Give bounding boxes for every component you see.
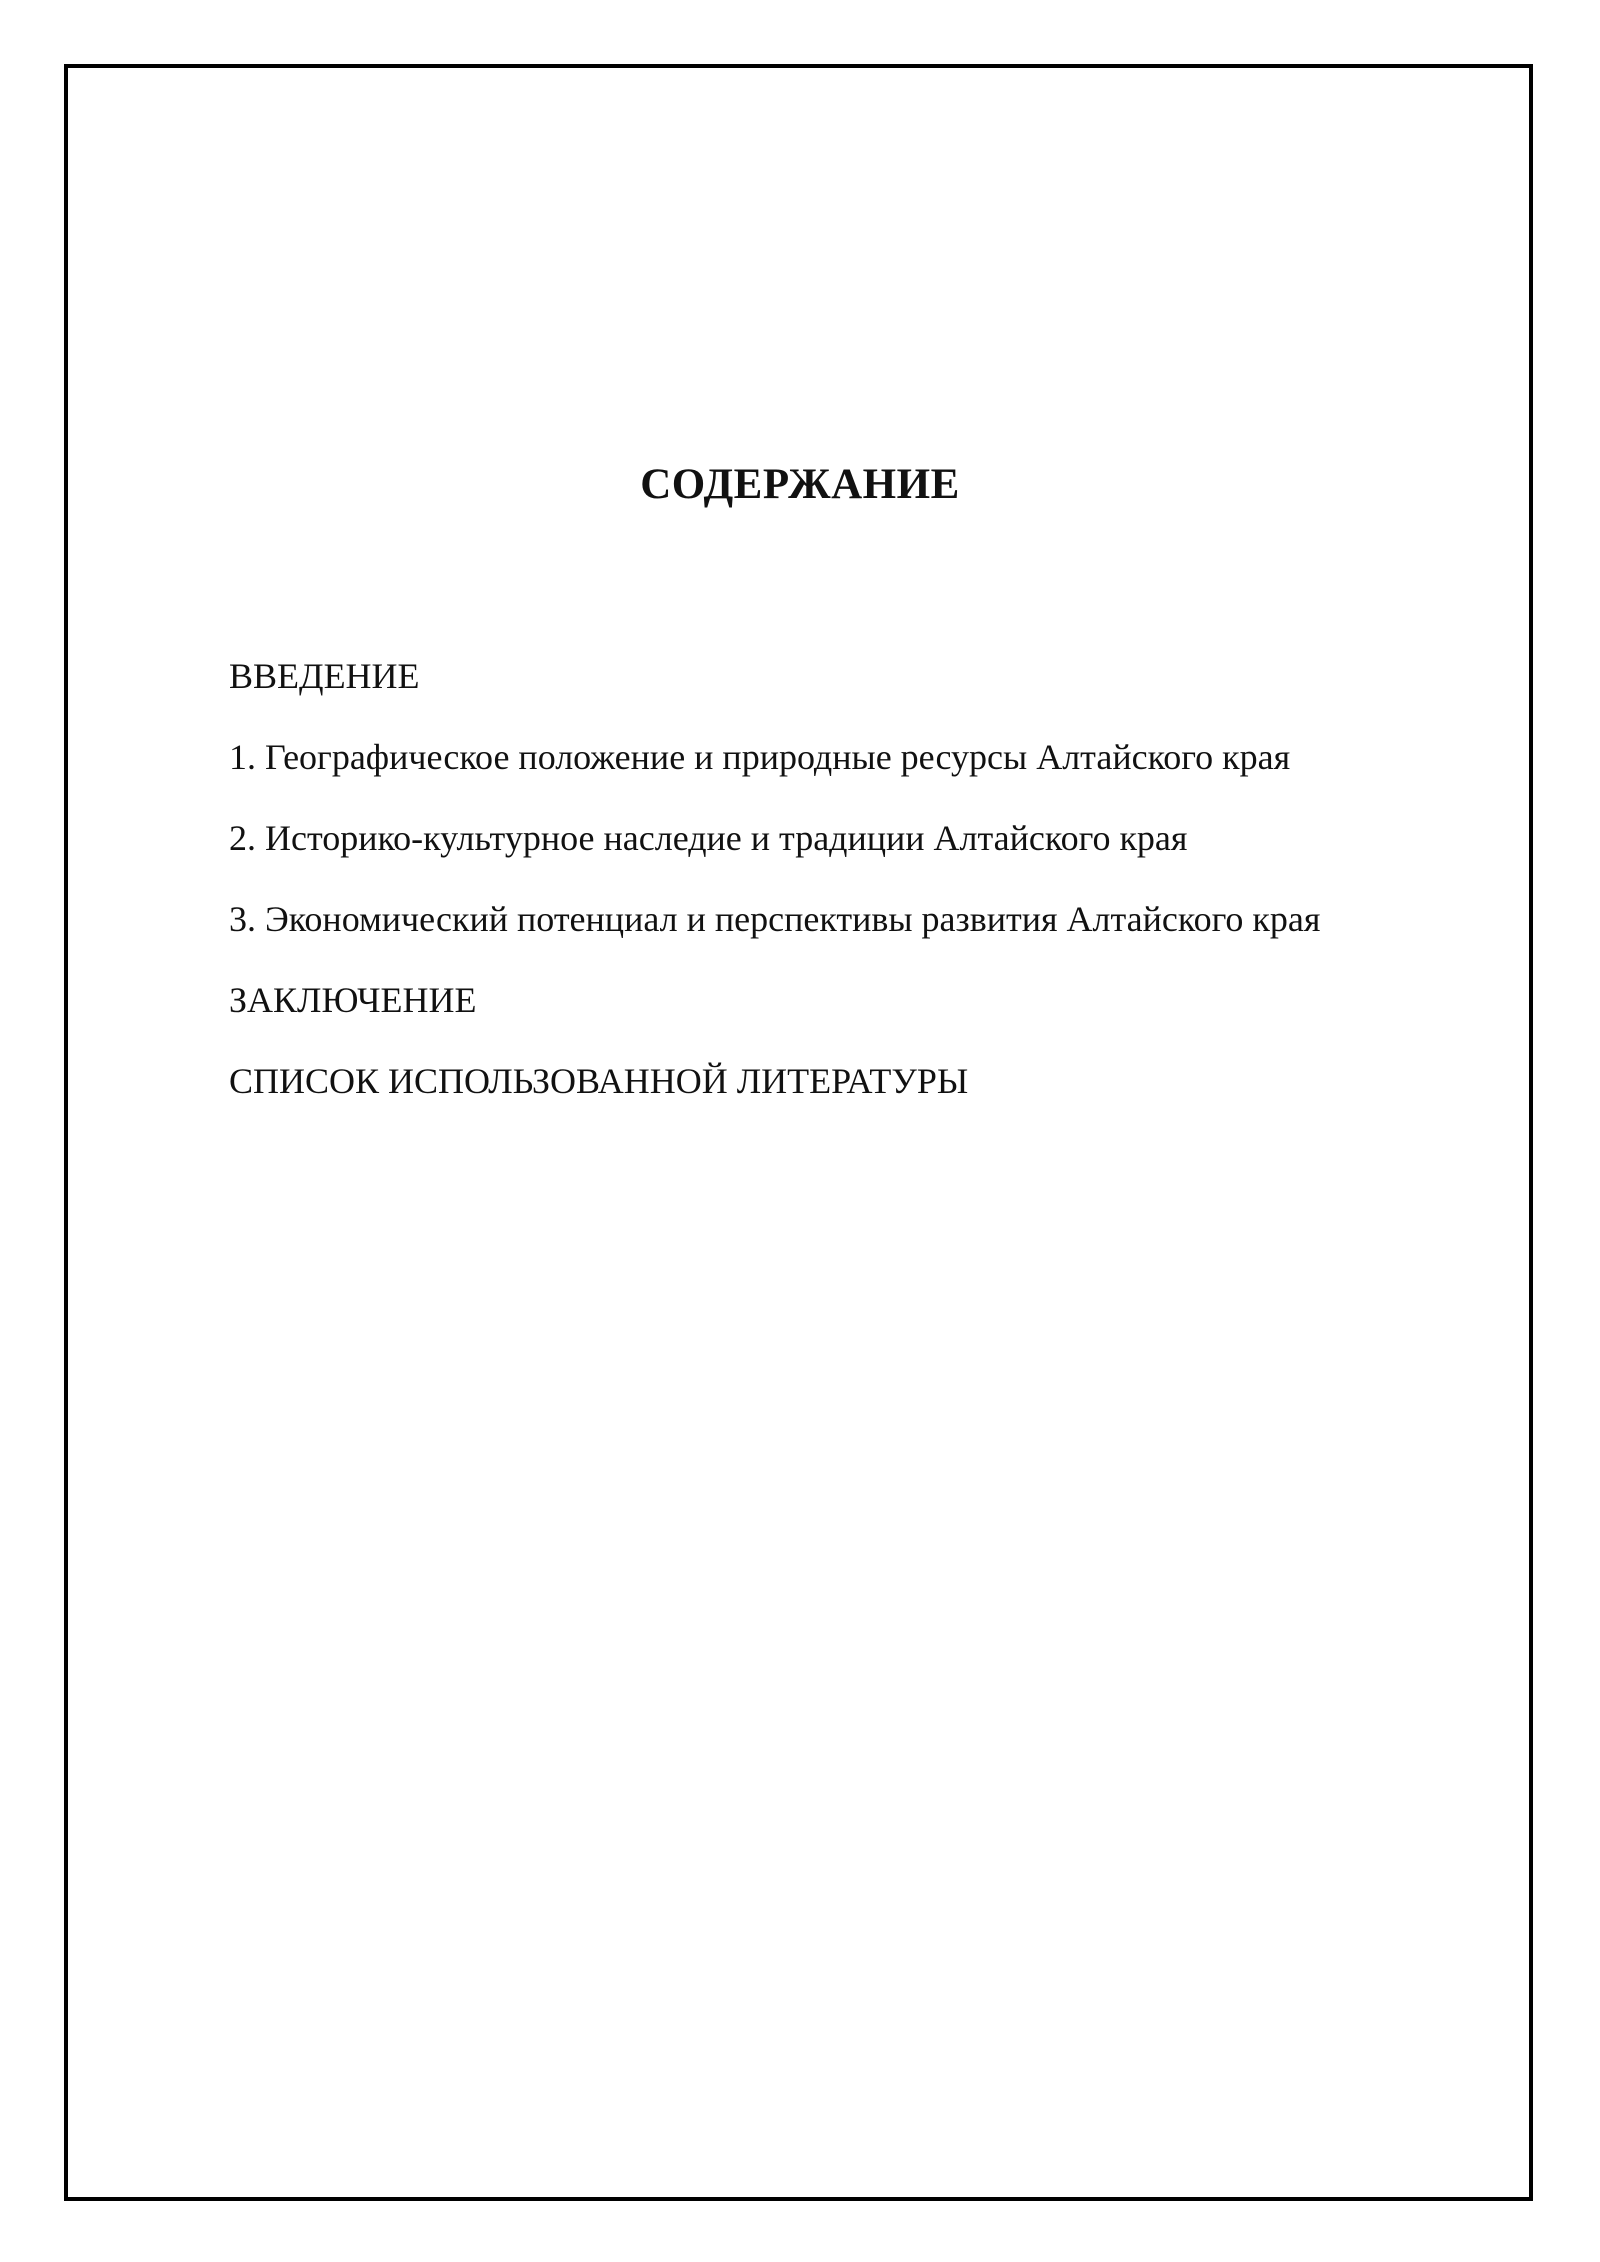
table-of-contents (229, 636, 1320, 1122)
toc-item-chapter-2: 2. Историко-культурное наследие и традиции Алтайского края (229, 818, 1188, 858)
page-title: СОДЕРЖАНИЕ (640, 461, 960, 508)
toc-item-chapter-1: 1. Географическое положение и природные ресурсы Алтайского края (229, 737, 1291, 777)
toc-item-conclusion: ЗАКЛЮЧЕНИЕ (229, 980, 477, 1020)
page-border-frame (64, 64, 1533, 2201)
toc-item-chapter-3: 3. Экономический потенциал и перспективы развития Алтайского края (229, 899, 1321, 939)
toc-item-introduction: ВВЕДЕНИЕ (229, 656, 420, 696)
toc-item-references: СПИСОК ИСПОЛЬЗОВАННОЙ ЛИТЕРАТУРЫ (229, 1061, 969, 1101)
